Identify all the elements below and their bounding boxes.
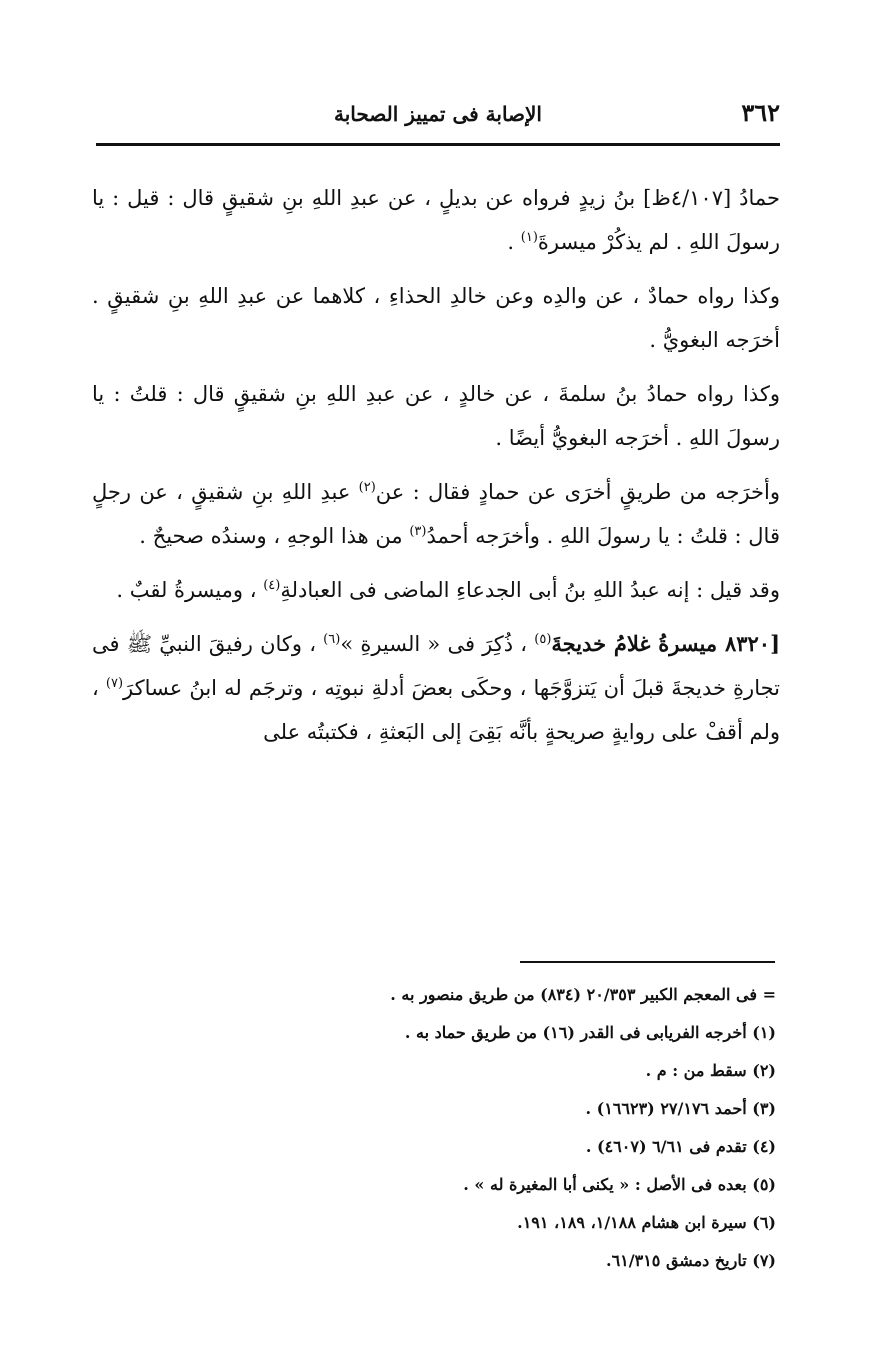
footnote-ref-4[interactable]: (٤) [263, 578, 281, 593]
text-segment: عبدِ اللهِ بنِ شقيقٍ ، عن رجلٍ قال : قلتُ : يا رسولَ اللهِ . وأخرَجه أحمدُ [92, 480, 780, 548]
text-segment: وأخرَجه من طريقٍ أخرَى عن حمادٍ فقال : عن [375, 480, 781, 504]
footnote-ref-7[interactable]: (٧) [105, 676, 124, 691]
footnote-separator [520, 961, 775, 963]
header-rule [96, 143, 780, 146]
manuscript-folio-marker: [٤/١٠٧ظ] [643, 186, 732, 210]
page-number: ٣٦٢ [741, 98, 780, 127]
paragraph-4 [92, 470, 780, 558]
footnote-4: (٤) تقدم فى ٦/٦١ (٤٦٠٧) . [585, 1137, 776, 1156]
text-segment: بنُ زيدٍ فرواه عن بديلٍ ، عن عبدِ اللهِ بنِ شقيقٍ قال : قيل : يا رسولَ اللهِ . لم يذكُرْ ميسرةَ [92, 186, 780, 254]
footnote-ref-6[interactable]: (٦) [323, 632, 341, 647]
paragraph-3: وكذا رواه حمادُ بنُ سلمةَ ، عن خالدٍ ، عن عبدِ اللهِ بنِ شقيقٍ قال : قلتُ : يا رسولَ اللهِ . أخرَجه البغويُّ أيضًا . [92, 382, 780, 450]
text-segment: . [507, 230, 521, 254]
page-header [96, 96, 780, 136]
footnotes [300, 976, 776, 1280]
footnote-5: (٥) بعده فى الأصل : « يكنى أبا المغيرة له » . [463, 1175, 776, 1194]
footnote-6: (٦) سيرة ابن هشام ١/١٨٨، ١٨٩، ١٩١. [517, 1213, 776, 1232]
footnote-2: (٢) سقط من : م . [645, 1061, 776, 1080]
main-text [92, 176, 780, 754]
footnote-ref-1[interactable]: (١) [520, 230, 538, 245]
running-title: الإصابة فى تمييز الصحابة [334, 102, 542, 126]
footnote-3: (٣) أحمد ٢٧/١٧٦ (١٦٦٢٣) . [585, 1099, 776, 1118]
text-segment: ، وكان رفيقَ النبيِّ ﷺ فى تجارةِ خديجةَ قبلَ أن يَتزوَّجَها ، وحكَى بعضَ أدلةِ نبوتِه ، وترجَم له ابنُ عساكرَ [92, 632, 781, 700]
paragraph-2: وكذا رواه حمادٌ ، عن والدِه وعن خالدِ الحذاءِ ، كلاهما عن عبدِ اللهِ بنِ شقيقٍ . أخرَجه البغويُّ . [92, 284, 780, 352]
text-segment: ، ولم أقفْ على روايةٍ صريحةٍ بأنَّه بَقِىَ إلى البَعثةِ ، فكتبتُه على [92, 676, 780, 744]
entry-number: [٨٣٢٠ [724, 631, 780, 656]
text-segment: من هذا الوجهِ ، وسندُه صحيحٌ . [139, 524, 410, 548]
footnote-continuation: = فى المعجم الكبير ٢٠/٣٥٣ (٨٣٤) من طريق منصور به . [390, 985, 776, 1004]
text-segment: ، وميسرةُ لقبٌ . [116, 578, 264, 602]
text-segment: وقد قيل : إنه عبدُ اللهِ بنُ أبى الجدعاءِ الماضى فى العبادلةِ [280, 578, 780, 602]
footnote-7: (٧) تاريخ دمشق ٦١/٣١٥. [606, 1251, 776, 1270]
paragraph-1 [92, 176, 780, 264]
paragraph-5 [92, 568, 780, 612]
footnote-ref-2[interactable]: (٢) [358, 480, 376, 495]
footnote-1: (١) أخرجه الفريابى فى القدر (١٦) من طريق حماد به . [404, 1023, 776, 1042]
footnote-ref-5[interactable]: (٥) [534, 632, 552, 647]
text-segment: حمادُ [739, 186, 780, 210]
text-segment: ، ذُكِرَ فى « السيرةِ » [340, 632, 535, 656]
footnote-ref-3[interactable]: (٣) [409, 524, 427, 539]
entry-title: ميسرةُ غلامُ خديجةَ [551, 631, 725, 656]
paragraph-6 [92, 622, 780, 754]
